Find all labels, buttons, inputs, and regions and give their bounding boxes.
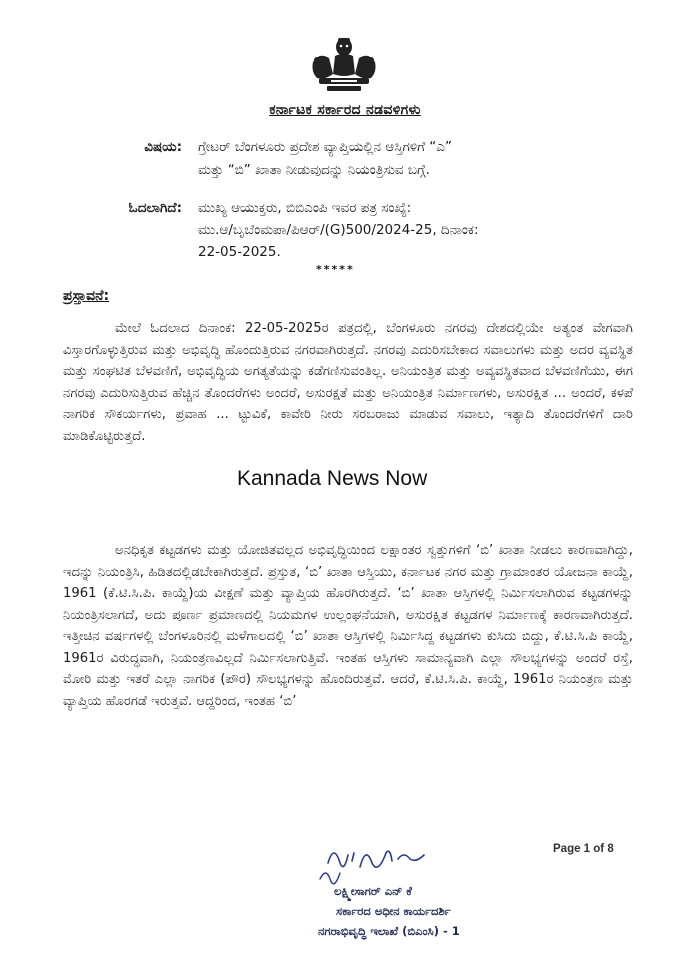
reference-line-3: 22-05-2025. bbox=[198, 244, 281, 260]
watermark-overlay: Kannada News Now bbox=[229, 463, 435, 495]
reference-label: ಓದಲಾಗಿದೆ: bbox=[128, 200, 182, 216]
signatory-department: ನಗರಾಭಿವೃದ್ಧಿ ಇಲಾಖೆ (ಬಿಎಂಸಿ) - 1 bbox=[318, 924, 460, 938]
document-title: ಕರ್ನಾಟಕ ಸರ್ಕಾರದ ನಡವಳಿಗಳು bbox=[269, 102, 421, 118]
karnataka-emblem-icon bbox=[305, 34, 383, 96]
subject-label: ವಿಷಯ: bbox=[144, 139, 182, 155]
signatory-name: ಲಕ್ಷ್ಮೀಸಾಗರ್ ಎನ್ ಕೆ bbox=[334, 884, 412, 898]
section-separator: ***** bbox=[316, 263, 355, 276]
preamble-heading: ಪ್ರಸ್ತಾವನೆ: bbox=[63, 288, 110, 304]
subject-line-2: ಮತ್ತು “ಬಿ” ಖಾತಾ ನೀಡುವುದನ್ನು ನಿಯಂತ್ರಿಸುವ ಬಗ್ಗೆ. bbox=[198, 162, 430, 178]
reference-line-1: ಮುಖ್ಯ ಆಯುಕ್ತರು, ಬಿಬಿಎಂಪಿ ಇವರ ಪತ್ರ ಸಂಖ್ಯೆ: bbox=[198, 200, 412, 216]
reference-line-2: ಮು.ಆ/ಬೃಬೆಂಮಪಾ/ಪಿಆರ್/(G)500/2024-25, ದಿನಾಂಕ: bbox=[198, 222, 479, 238]
preamble-paragraph-1: ಮೇಲೆ ಓದಲಾದ ದಿನಾಂಕ: 22-05-2025ರ ಪತ್ರದಲ್ಲಿ, ಬೆಂಗಳೂರು ನಗರವು ದೇಶದಲ್ಲಿಯೇ ಅತ್ಯಂತ ವೇಗವಾಗಿ ವಿಸ್ತಾರಗೊಳ್ಳುತ್ತಿರುವ ಮತ್ತು ಅಭಿವೃದ್ಧಿ ಹೊಂದುತ್ತಿರುವ ನಗರವಾಗಿರುತ್ತದೆ. ನಗರವು ಎದುರಿಸಬೇಕಾದ ಸವಾಲುಗಳು ಮತ್ತು ಅದರ ವ್ಯವಸ್ಥಿತ ಮತ್ತು ಸಂಘಟಿತ ಬೆಳವಣಿಗೆ, ಅಭಿವೃದ್ಧಿಯ ಅಗತ್ಯತೆಯನ್ನು ಕಡೆಗಣಿಸುವಂತಿಲ್ಲ. ಅನಿಯಂತ್ರಿತ ಮತ್ತು ಅವ್ಯವಸ್ಥಿತವಾದ ಬೆಳವಣಿಗೆಯು, ಈಗ ನಗರವು ಎದುರಿಸುತ್ತಿರುವ ಹೆಚ್ಚಿನ ತೊಂದರೆಗಳು ಅಂದರೆ, ಅಸುರಕ್ಷತೆ ಮತ್ತು ಅನಿಯಂತ್ರಿತ ನಿರ್ಮಾಣಗಳು, ಅಸುರಕ್ಷಿತ ... ಅಂದರೆ, ಕಳಪೆ ನಾಗರಿಕ ಸೌಕರ್ಯಗಳು, ಪ್ರವಾಹ ... ಟ್ಟುವಿಕೆ, ಕಾವೇರಿ ನೀರು ಸರಬರಾಜು ಮಾಡುವ ಸವಾಲು, ಇತ್ಯಾದಿ ತೊಂದರೆಗಳಿಗೆ ದಾರಿ ಮಾಡಿಕೊಟ್ಟಿರುತ್ತದೆ. bbox=[63, 321, 633, 444]
preamble-paragraph-2: ಅನಧಿಕೃತ ಕಟ್ಟಡಗಳು ಮತ್ತು ಯೋಜಿತವಲ್ಲದ ಅಭಿವೃದ್ಧಿಯಿಂದ ಲಕ್ಷಾಂತರ ಸ್ವತ್ತುಗಳಿಗೆ ‘ಬಿ’ ಖಾತಾ ನೀಡಲು ಕಾರಣವಾಗಿದ್ದು, ಇದನ್ನು ನಿಯಂತ್ರಿಸಿ, ಹಿಡಿತದಲ್ಲಿಡಬೇಕಾಗಿರುತ್ತದೆ. ಪ್ರಸ್ತುತ, ‘ಬಿ’ ಖಾತಾ ಆಸ್ತಿಯು, ಕರ್ನಾಟಕ ನಗರ ಮತ್ತು ಗ್ರಾಮಾಂತರ ಯೋಜನಾ ಕಾಯ್ದೆ, 1961 (ಕೆ.ಟಿ.ಸಿ.ಪಿ. ಕಾಯ್ದೆ)ಯ ವೀಕ್ಷಣೆ ಮತ್ತು ವ್ಯಾಪ್ತಿಯ ಹೊರಗಿರುತ್ತದೆ. ‘ಬಿ’ ಖಾತಾ ಆಸ್ತಿಗಳಲ್ಲಿ ನಿರ್ಮಿಸಲಾಗಿರುವ ಕಟ್ಟಡಗಳನ್ನು ನಿಯಂತ್ರಿಸಲಾಗದೆ, ಅದು ಪೂರ್ಣ ಪ್ರಮಾಣದಲ್ಲಿ ನಿಯಮಗಳ ಉಲ್ಲಂಘನೆಯಾಗಿ, ಅಸುರಕ್ಷಿತ ಕಟ್ಟಡಗಳ ನಿರ್ಮಾಣಕ್ಕೆ ಕಾರಣವಾಗಿರುತ್ತದೆ. ಇತ್ತೀಚಿನ ವರ್ಷಗಳಲ್ಲಿ ಬೆಂಗಳೂರಿನಲ್ಲಿ ಮಳೆಗಾಲದಲ್ಲಿ ‘ಬಿ’ ಖಾತಾ ಆಸ್ತಿಗಳಲ್ಲಿ ನಿರ್ಮಿಸಿದ್ದ ಕಟ್ಟಡಗಳು ಕುಸಿದು ಬಿದ್ದು, ಕೆ.ಟಿ.ಸಿ.ಪಿ ಕಾಯ್ದೆ, 1961ರ ವಿರುದ್ಧವಾಗಿ, ನಿಯಂತ್ರಣವಿಲ್ಲದೆ ನಿರ್ಮಿಸಲಾಗುತ್ತಿವೆ. ಇಂತಹ ಆಸ್ತಿಗಳು ಸಾಮಾನ್ಯವಾಗಿ ಎಲ್ಲಾ ಸೌಲಭ್ಯಗಳನ್ನು ಅಂದರೆ ರಸ್ತೆ, ಮೋರಿ ಮತ್ತು ಇತರೆ ಎಲ್ಲಾ ನಾಗರಿಕ (ಪೌರ) ಸೌಲಭ್ಯಗಳನ್ನು ಹೊಂದಿರುತ್ತವೆ. ಆದರೆ, ಕೆ.ಟಿ.ಸಿ.ಪಿ. ಕಾಯ್ದೆ, 1961ರ ನಿಯಂತ್ರಣ ಮತ್ತು ವ್ಯಾಪ್ತಿಯ ಹೊರಗಡೆ ಇರುತ್ತವೆ. ಆದ್ದರಿಂದ, ಇಂತಹ ‘ಬಿ’ bbox=[63, 543, 633, 709]
signatory-title: ಸರ್ಕಾರದ ಅಧೀನ ಕಾರ್ಯದರ್ಶಿ bbox=[336, 904, 451, 918]
subject-line-1: ಗ್ರೇಟರ್ ಬೆಂಗಳೂರು ಪ್ರದೇಶ ವ್ಯಾಪ್ತಿಯಲ್ಲಿನ ಆಸ್ತಿಗಳಿಗೆ “ಎ” bbox=[198, 139, 452, 155]
page-number: Page 1 of 8 bbox=[553, 843, 614, 855]
